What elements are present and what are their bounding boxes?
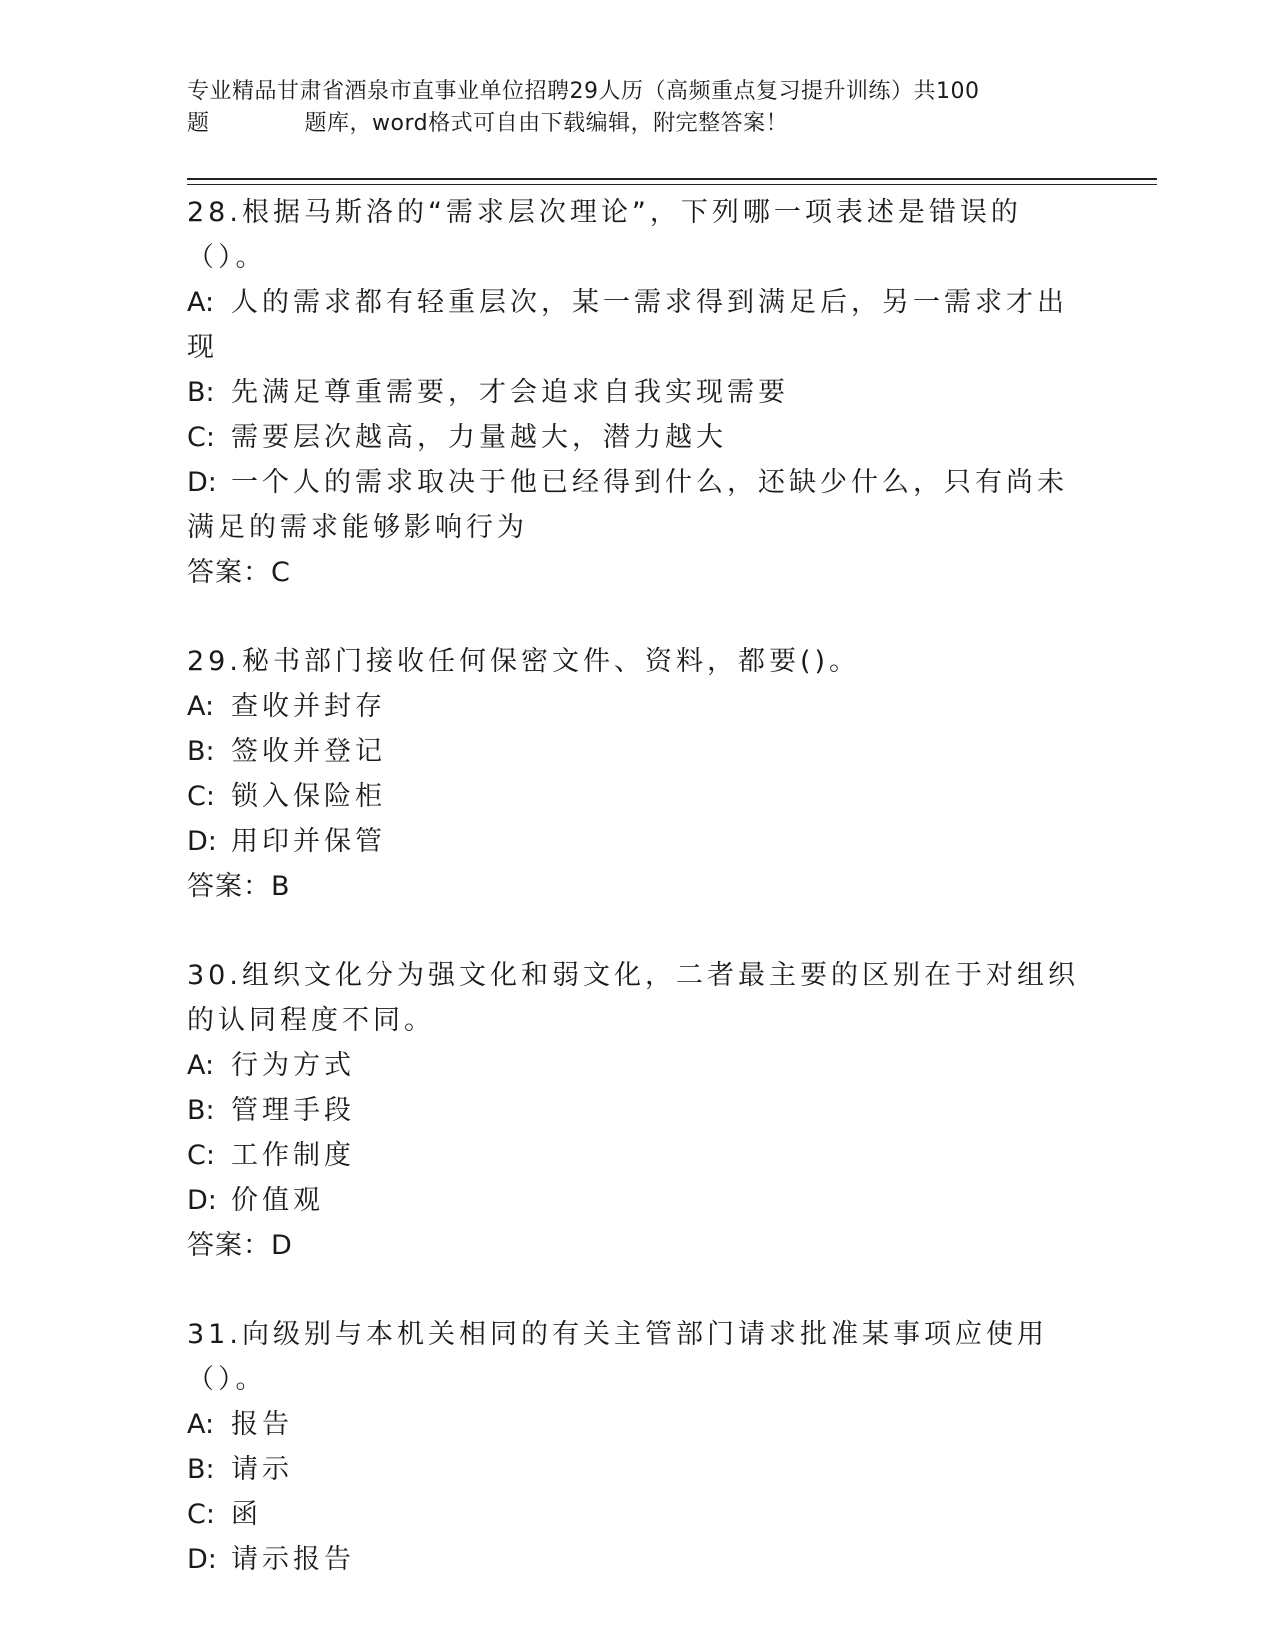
option-b bbox=[187, 729, 1087, 774]
option-text: 报告 bbox=[231, 1409, 293, 1440]
option-key: A: bbox=[187, 1409, 215, 1440]
option-key: A: bbox=[187, 287, 215, 318]
option-text: 人的需求都有轻重层次，某一需求得到满足后，另一需求才出现 bbox=[187, 287, 1068, 363]
option-key: C: bbox=[187, 422, 215, 453]
option-key: A: bbox=[187, 1050, 215, 1081]
option-text: 用印并保管 bbox=[231, 826, 386, 857]
option-key: D: bbox=[187, 1185, 217, 1216]
option-text: 需要层次越高，力量越大，潜力越大 bbox=[231, 422, 727, 453]
option-text: 请示报告 bbox=[231, 1544, 355, 1575]
header-subtitle: 题库，word格式可自由下载编辑，附完整答案！ bbox=[304, 111, 789, 136]
answer: 答案：B bbox=[187, 871, 291, 902]
option-c bbox=[187, 415, 1087, 460]
option-c bbox=[187, 774, 1087, 819]
header-divider-thin bbox=[187, 184, 1157, 185]
option-d bbox=[187, 1537, 1087, 1582]
question-29 bbox=[187, 639, 1087, 909]
option-d bbox=[187, 1178, 1087, 1223]
header-subtitle-line bbox=[187, 108, 1087, 140]
option-b bbox=[187, 1088, 1087, 1133]
header-gap bbox=[210, 108, 305, 140]
answer: 答案：D bbox=[187, 1230, 293, 1261]
option-key: D: bbox=[187, 826, 217, 857]
option-key: A: bbox=[187, 691, 215, 722]
option-a bbox=[187, 280, 1087, 370]
question-30 bbox=[187, 953, 1087, 1268]
option-key: C: bbox=[187, 1499, 215, 1530]
option-key: B: bbox=[187, 736, 215, 767]
option-text: 价值观 bbox=[231, 1185, 324, 1216]
question-list bbox=[187, 190, 1087, 1626]
question-text: 29.秘书部门接收任何保密文件、资料，都要()。 bbox=[187, 646, 861, 677]
option-a bbox=[187, 1043, 1087, 1088]
option-key: B: bbox=[187, 1095, 215, 1126]
option-key: D: bbox=[187, 1544, 217, 1575]
option-text: 锁入保险柜 bbox=[231, 781, 386, 812]
question-text: 30.组织文化分为强文化和弱文化，二者最主要的区别在于对组织的认同程度不同。 bbox=[187, 960, 1079, 1036]
question-text: 28.根据马斯洛的“需求层次理论”，下列哪一项表述是错误的（）。 bbox=[187, 197, 1022, 273]
answer: 答案：C bbox=[187, 557, 291, 588]
option-key: B: bbox=[187, 377, 215, 408]
option-text: 工作制度 bbox=[231, 1140, 355, 1171]
option-key: C: bbox=[187, 1140, 215, 1171]
question-text: 31.向级别与本机关相同的有关主管部门请求批准某事项应使用（）。 bbox=[187, 1319, 1048, 1395]
option-text: 管理手段 bbox=[231, 1095, 355, 1126]
option-c bbox=[187, 1133, 1087, 1178]
option-text: 签收并登记 bbox=[231, 736, 386, 767]
option-text: 查收并封存 bbox=[231, 691, 386, 722]
header-title-continuation: 题 bbox=[187, 111, 210, 136]
option-key: C: bbox=[187, 781, 215, 812]
option-text: 一个人的需求取决于他已经得到什么，还缺少什么，只有尚未满足的需求能够影响行为 bbox=[187, 467, 1068, 543]
option-d bbox=[187, 460, 1087, 550]
option-b bbox=[187, 370, 1087, 415]
question-28 bbox=[187, 190, 1087, 595]
document-header bbox=[187, 76, 1087, 140]
option-text: 先满足尊重需要，才会追求自我实现需要 bbox=[231, 377, 789, 408]
header-divider-thick bbox=[187, 178, 1157, 180]
option-a bbox=[187, 1402, 1087, 1447]
option-key: D: bbox=[187, 467, 217, 498]
question-31 bbox=[187, 1312, 1087, 1582]
option-text: 函 bbox=[231, 1499, 262, 1530]
option-a bbox=[187, 684, 1087, 729]
header-title-line: 专业精品甘肃省酒泉市直事业单位招聘29人历（高频重点复习提升训练）共100 bbox=[187, 79, 980, 104]
option-text: 请示 bbox=[231, 1454, 293, 1485]
option-d bbox=[187, 819, 1087, 864]
option-text: 行为方式 bbox=[231, 1050, 355, 1081]
option-c bbox=[187, 1492, 1087, 1537]
option-key: B: bbox=[187, 1454, 215, 1485]
option-b bbox=[187, 1447, 1087, 1492]
